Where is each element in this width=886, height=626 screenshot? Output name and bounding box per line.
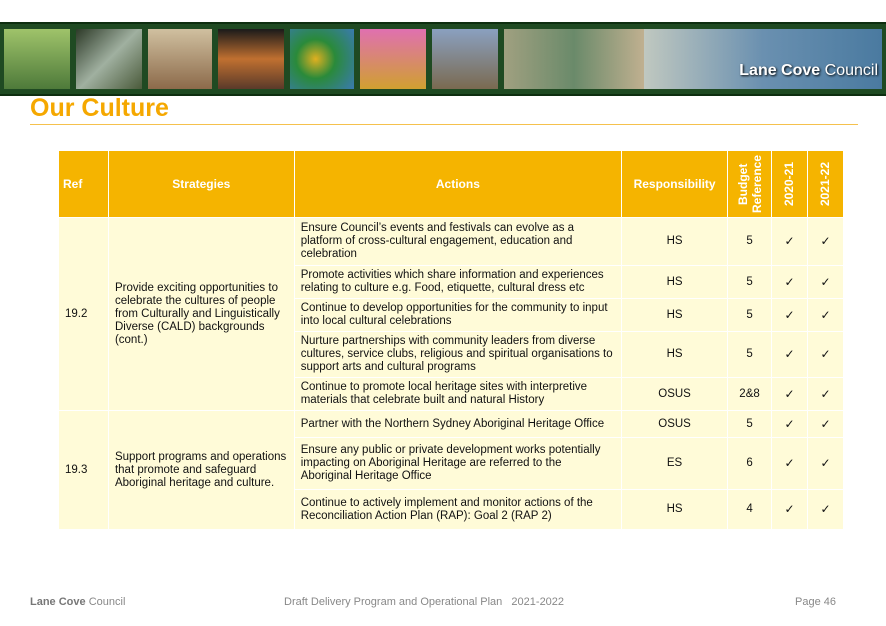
- ref-header: Ref: [59, 151, 109, 218]
- check-icon: ✓: [772, 490, 808, 530]
- check-icon: ✓: [772, 332, 808, 378]
- responsibility-cell: OSUS: [622, 411, 728, 438]
- header-banner: [0, 22, 886, 96]
- banner-photo: [432, 29, 498, 89]
- responsibility-cell: ES: [622, 438, 728, 490]
- strategy-cell: Provide exciting opportunities to celebrate the cultures of people from Culturally and Linguistically Diverse (CALD) backgrounds (cont.): [108, 218, 294, 411]
- banner-photo: [504, 29, 644, 89]
- budget-cell: 2&8: [728, 378, 772, 411]
- responsibility-header: Responsibility: [622, 151, 728, 218]
- footer-document-title: Draft Delivery Program and Operational Plan 2021-2022: [284, 596, 565, 608]
- budget-cell: 5: [728, 411, 772, 438]
- check-icon: ✓: [807, 218, 843, 266]
- footer-page-number: Page 46: [795, 596, 836, 608]
- page-title: Our Culture: [30, 94, 169, 122]
- responsibility-cell: HS: [622, 332, 728, 378]
- action-cell: Continue to actively implement and monitor actions of the Reconciliation Action Plan (RAP): Goal 2 (RAP 2): [294, 490, 621, 530]
- budget-cell: 5: [728, 266, 772, 299]
- ref-cell: 19.3: [59, 411, 109, 530]
- check-icon: ✓: [772, 218, 808, 266]
- actions-header: Actions: [294, 151, 621, 218]
- responsibility-cell: HS: [622, 490, 728, 530]
- council-logo-text: Lane Cove Council: [739, 62, 878, 79]
- action-cell: Ensure Council’s events and festivals can evolve as a platform of cross-cultural engagement, education and celebration: [294, 218, 621, 266]
- action-cell: Promote activities which share information and experiences relating to culture e.g. Food, etiquette, cultural dress etc: [294, 266, 621, 299]
- table-row: [59, 411, 844, 438]
- check-icon: ✓: [807, 266, 843, 299]
- ref-cell: 19.2: [59, 218, 109, 411]
- responsibility-cell: HS: [622, 266, 728, 299]
- table-row: [59, 218, 844, 266]
- year-2021-header: 2021-22: [807, 151, 843, 218]
- check-icon: ✓: [807, 378, 843, 411]
- check-icon: ✓: [807, 438, 843, 490]
- budget-header: Budget Reference: [728, 151, 772, 218]
- strategy-cell: Support programs and operations that promote and safeguard Aboriginal heritage and culture.: [108, 411, 294, 530]
- action-plan-table: [58, 150, 844, 530]
- banner-photo: [76, 29, 142, 89]
- check-icon: ✓: [772, 266, 808, 299]
- action-cell: Partner with the Northern Sydney Aboriginal Heritage Office: [294, 411, 621, 438]
- budget-cell: 4: [728, 490, 772, 530]
- responsibility-cell: OSUS: [622, 378, 728, 411]
- check-icon: ✓: [772, 299, 808, 332]
- banner-photo: [360, 29, 426, 89]
- banner-photo: [290, 29, 354, 89]
- responsibility-cell: HS: [622, 299, 728, 332]
- check-icon: ✓: [807, 299, 843, 332]
- budget-cell: 5: [728, 332, 772, 378]
- year-2020-header: 2020-21: [772, 151, 808, 218]
- check-icon: ✓: [772, 438, 808, 490]
- responsibility-cell: HS: [622, 218, 728, 266]
- budget-cell: 5: [728, 299, 772, 332]
- action-cell: Ensure any public or private development works potentially impacting on Aboriginal Heritage are referred to the Aboriginal Heritage Office: [294, 438, 621, 490]
- footer-organisation: Lane Cove Council: [30, 596, 126, 608]
- check-icon: ✓: [772, 411, 808, 438]
- action-cell: Continue to develop opportunities for the community to input into local cultural celebrations: [294, 299, 621, 332]
- check-icon: ✓: [807, 411, 843, 438]
- check-icon: ✓: [807, 332, 843, 378]
- action-cell: Continue to promote local heritage sites with interpretive materials that celebrate built and natural History: [294, 378, 621, 411]
- check-icon: ✓: [807, 490, 843, 530]
- action-cell: Nurture partnerships with community leaders from diverse cultures, service clubs, religious and spiritual organisations to support arts and cultural programs: [294, 332, 621, 378]
- budget-cell: 5: [728, 218, 772, 266]
- budget-cell: 6: [728, 438, 772, 490]
- strategies-header: Strategies: [108, 151, 294, 218]
- title-divider: [30, 124, 858, 125]
- banner-photo: [148, 29, 212, 89]
- check-icon: ✓: [772, 378, 808, 411]
- banner-photo: [644, 29, 882, 89]
- table-header-row: [59, 151, 844, 218]
- banner-photo: [4, 29, 70, 89]
- banner-photo: [218, 29, 284, 89]
